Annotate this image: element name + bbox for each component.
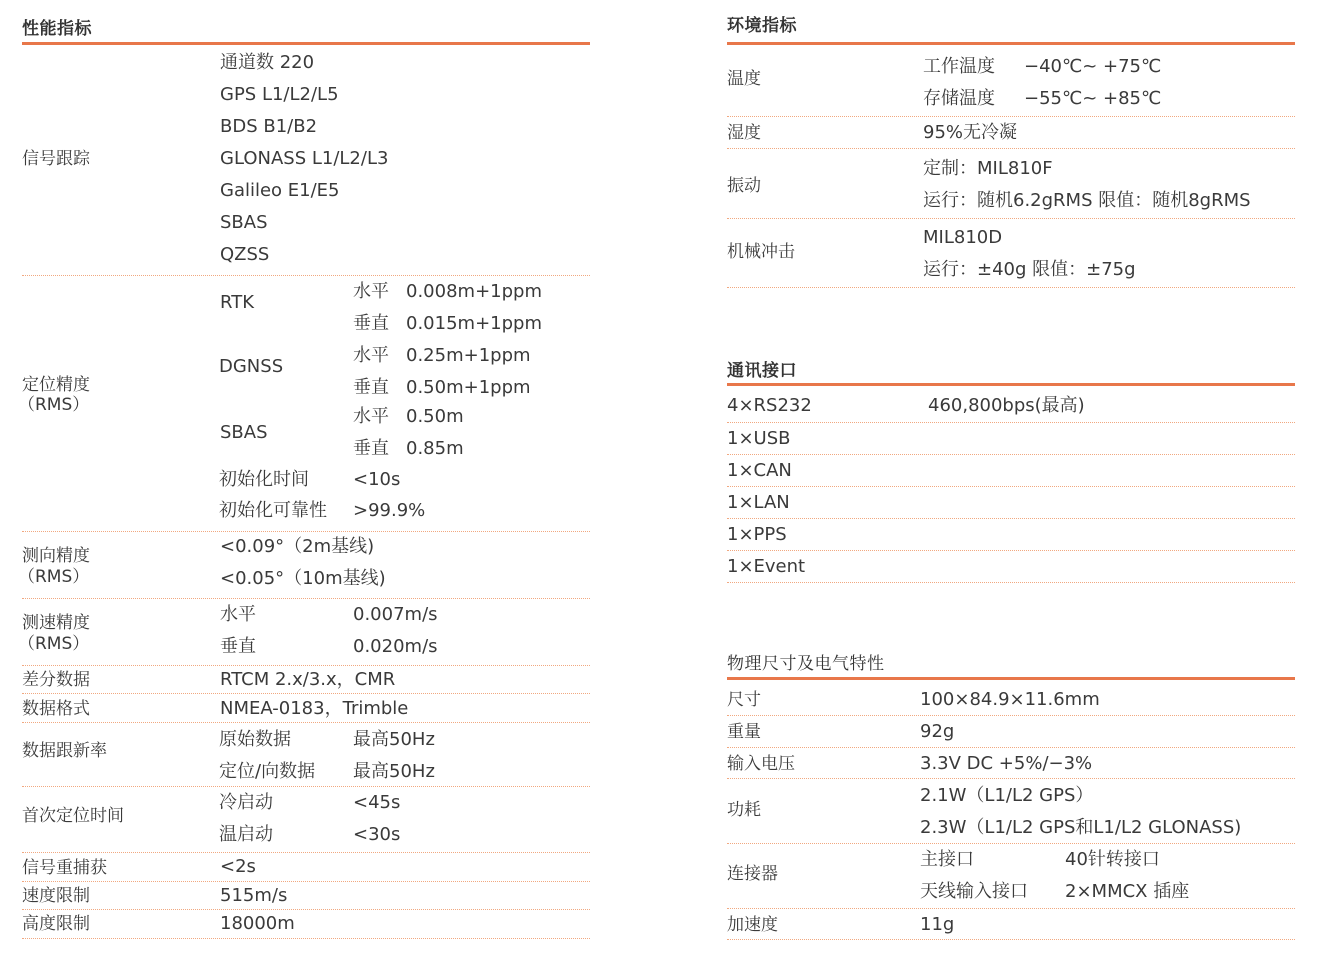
mode-name: DGNSS: [219, 356, 284, 377]
spec-label: 机械冲击: [727, 242, 795, 262]
spec-value: −55℃~ +85℃: [1024, 88, 1162, 109]
spec-value: 0.50m+1ppm: [406, 377, 531, 398]
spec-value: SBAS: [220, 212, 268, 233]
spec-row-power: [727, 779, 1295, 844]
spec-label: 数据格式: [22, 699, 90, 719]
spec-label: 测向精度: [22, 546, 90, 566]
interface-name: 1×USB: [727, 428, 791, 449]
spec-value: 最高50Hz: [353, 761, 435, 782]
spec-row-positioning: [18, 276, 590, 532]
spec-label: 功耗: [727, 800, 761, 820]
spec-value: <0.05°（10m基线): [220, 568, 386, 589]
spec-label: 定位精度: [22, 375, 90, 395]
spec-row-altitude-limit: [22, 910, 590, 939]
spec-value: 460,800bps(最高): [928, 395, 1085, 416]
sub-label: 初始化时间: [219, 469, 309, 490]
spec-row-heading: [18, 532, 590, 599]
spec-row-shock: [727, 219, 1295, 288]
axis-label: 水平: [220, 604, 256, 625]
spec-row-reacquisition: [22, 853, 590, 882]
spec-row-connector: [727, 844, 1295, 909]
spec-value: 通道数 220: [220, 52, 315, 73]
performance-title: 性能指标: [22, 19, 92, 39]
spec-label: 湿度: [727, 123, 761, 143]
spec-label: 信号跟踪: [22, 149, 90, 169]
right-column: [727, 0, 1295, 953]
spec-label: 数据跟新率: [22, 741, 107, 761]
spec-value: Galileo E1/E5: [220, 180, 340, 201]
spec-value: 0.50m: [406, 406, 464, 427]
spec-value: 2.1W（L1/L2 GPS）: [920, 785, 1094, 806]
spec-value: 最高50Hz: [353, 729, 435, 750]
spec-value: 92g: [920, 721, 955, 742]
environment-title: 环境指标: [727, 16, 797, 36]
spec-row-signal-tracking: [22, 45, 590, 276]
spec-value: 3.3V DC +5%/−3%: [920, 753, 1093, 774]
spec-value: <0.09°（2m基线): [220, 536, 375, 557]
spec-value: 11g: [920, 914, 955, 935]
spec-row-humidity: [727, 117, 1295, 149]
spec-label: 振动: [727, 176, 761, 196]
interface-name: 1×CAN: [727, 460, 792, 481]
spec-label: 尺寸: [727, 690, 761, 710]
spec-row-weight: [727, 716, 1295, 748]
spec-label: 温度: [727, 69, 761, 89]
spec-value: 95%无冷凝: [923, 122, 1018, 143]
spec-label: 加速度: [727, 915, 778, 935]
sub-label: 原始数据: [219, 729, 291, 750]
spec-value: MIL810D: [923, 227, 1003, 248]
axis-label: 水平: [353, 281, 389, 302]
comm-row: [727, 423, 1295, 455]
spec-label: 信号重捕获: [22, 858, 107, 878]
spec-value: <45s: [353, 792, 401, 813]
comm-title: 通讯接口: [727, 361, 797, 381]
spec-label: 输入电压: [727, 754, 795, 774]
spec-value: GPS L1/L2/L5: [220, 84, 339, 105]
interface-name: 1×PPS: [727, 524, 787, 545]
axis-label: 垂直: [353, 313, 389, 334]
spec-value: 100×84.9×11.6mm: [920, 689, 1100, 710]
physical-title: 物理尺寸及电气特性: [727, 654, 885, 674]
spec-row-speed-limit: [22, 882, 590, 910]
spec-value: 0.015m+1ppm: [406, 313, 542, 334]
spec-row-data-format: [22, 694, 590, 723]
spec-value: GLONASS L1/L2/L3: [220, 148, 389, 169]
spec-value: <30s: [353, 824, 401, 845]
sub-label: 初始化可靠性: [219, 500, 327, 521]
spec-value: RTCM 2.x/3.x，CMR: [220, 669, 396, 690]
spec-row-ttff: [22, 787, 590, 853]
spec-row-size: [727, 680, 1295, 716]
comm-row: [727, 519, 1295, 551]
mode-name: SBAS: [220, 422, 268, 443]
spec-label: 差分数据: [22, 670, 90, 690]
spec-value: 运行：±40g 限值：±75g: [923, 259, 1136, 280]
spec-row-vibration: [727, 149, 1295, 219]
spec-label: 首次定位时间: [22, 806, 124, 826]
comm-row: [727, 386, 1295, 423]
comm-row: [727, 487, 1295, 519]
spec-label: 连接器: [727, 864, 778, 884]
spec-row-diff-data: [22, 666, 590, 694]
interface-name: 1×LAN: [727, 492, 790, 513]
spec-label: 测速精度: [22, 613, 90, 633]
spec-label: 重量: [727, 722, 761, 742]
spec-value: NMEA-0183，Trimble: [220, 698, 409, 719]
spec-label: 速度限制: [22, 886, 90, 906]
sub-label: 主接口: [920, 849, 974, 870]
spec-value: 18000m: [220, 913, 295, 934]
spec-label-sub: （RMS）: [18, 395, 90, 415]
spec-row-velocity: [18, 599, 590, 666]
sub-label: 冷启动: [219, 792, 273, 813]
spec-row-update-rate: [22, 723, 590, 787]
spec-value: >99.9%: [353, 500, 426, 521]
spec-value: 515m/s: [220, 885, 288, 906]
spec-value: <10s: [353, 469, 401, 490]
sub-label: 天线输入接口: [920, 881, 1028, 902]
axis-label: 水平: [353, 406, 389, 427]
sub-label: 定位/向数据: [219, 761, 316, 782]
spec-value: 运行：随机6.2gRMS 限值：随机8gRMS: [923, 190, 1251, 211]
sub-label: 温启动: [219, 824, 273, 845]
spec-value: 0.85m: [406, 438, 464, 459]
spec-row-voltage: [727, 748, 1295, 779]
spec-label-sub: （RMS）: [18, 634, 90, 654]
interface-name: 4×RS232: [727, 395, 812, 416]
axis-label: 水平: [353, 345, 389, 366]
spec-value: <2s: [220, 856, 256, 877]
spec-value: 0.25m+1ppm: [406, 345, 531, 366]
spec-value: 2.3W（L1/L2 GPS和L1/L2 GLONASS): [920, 817, 1242, 838]
spec-value: 40针转接口: [1065, 849, 1160, 870]
spec-value: −40℃~ +75℃: [1024, 56, 1162, 77]
axis-label: 垂直: [220, 636, 256, 657]
performance-section: [18, 0, 590, 953]
spec-value: 0.008m+1ppm: [406, 281, 542, 302]
spec-value: 定制：MIL810F: [923, 158, 1053, 179]
sub-label: 存储温度: [923, 88, 995, 109]
spec-label-sub: （RMS）: [18, 567, 90, 587]
mode-name: RTK: [220, 292, 254, 313]
spec-value: BDS B1/B2: [220, 116, 318, 137]
spec-label: 高度限制: [22, 914, 90, 934]
spec-value: 2×MMCX 插座: [1065, 881, 1190, 902]
axis-label: 垂直: [353, 377, 389, 398]
interface-name: 1×Event: [727, 556, 806, 577]
spec-row-temperature: [727, 45, 1295, 117]
spec-value: QZSS: [220, 244, 270, 265]
axis-label: 垂直: [353, 438, 389, 459]
sub-label: 工作温度: [923, 56, 995, 77]
spec-value: 0.020m/s: [353, 636, 438, 657]
comm-row: [727, 455, 1295, 487]
spec-value: 0.007m/s: [353, 604, 438, 625]
spec-row-acceleration: [727, 909, 1295, 940]
comm-row: [727, 551, 1295, 583]
